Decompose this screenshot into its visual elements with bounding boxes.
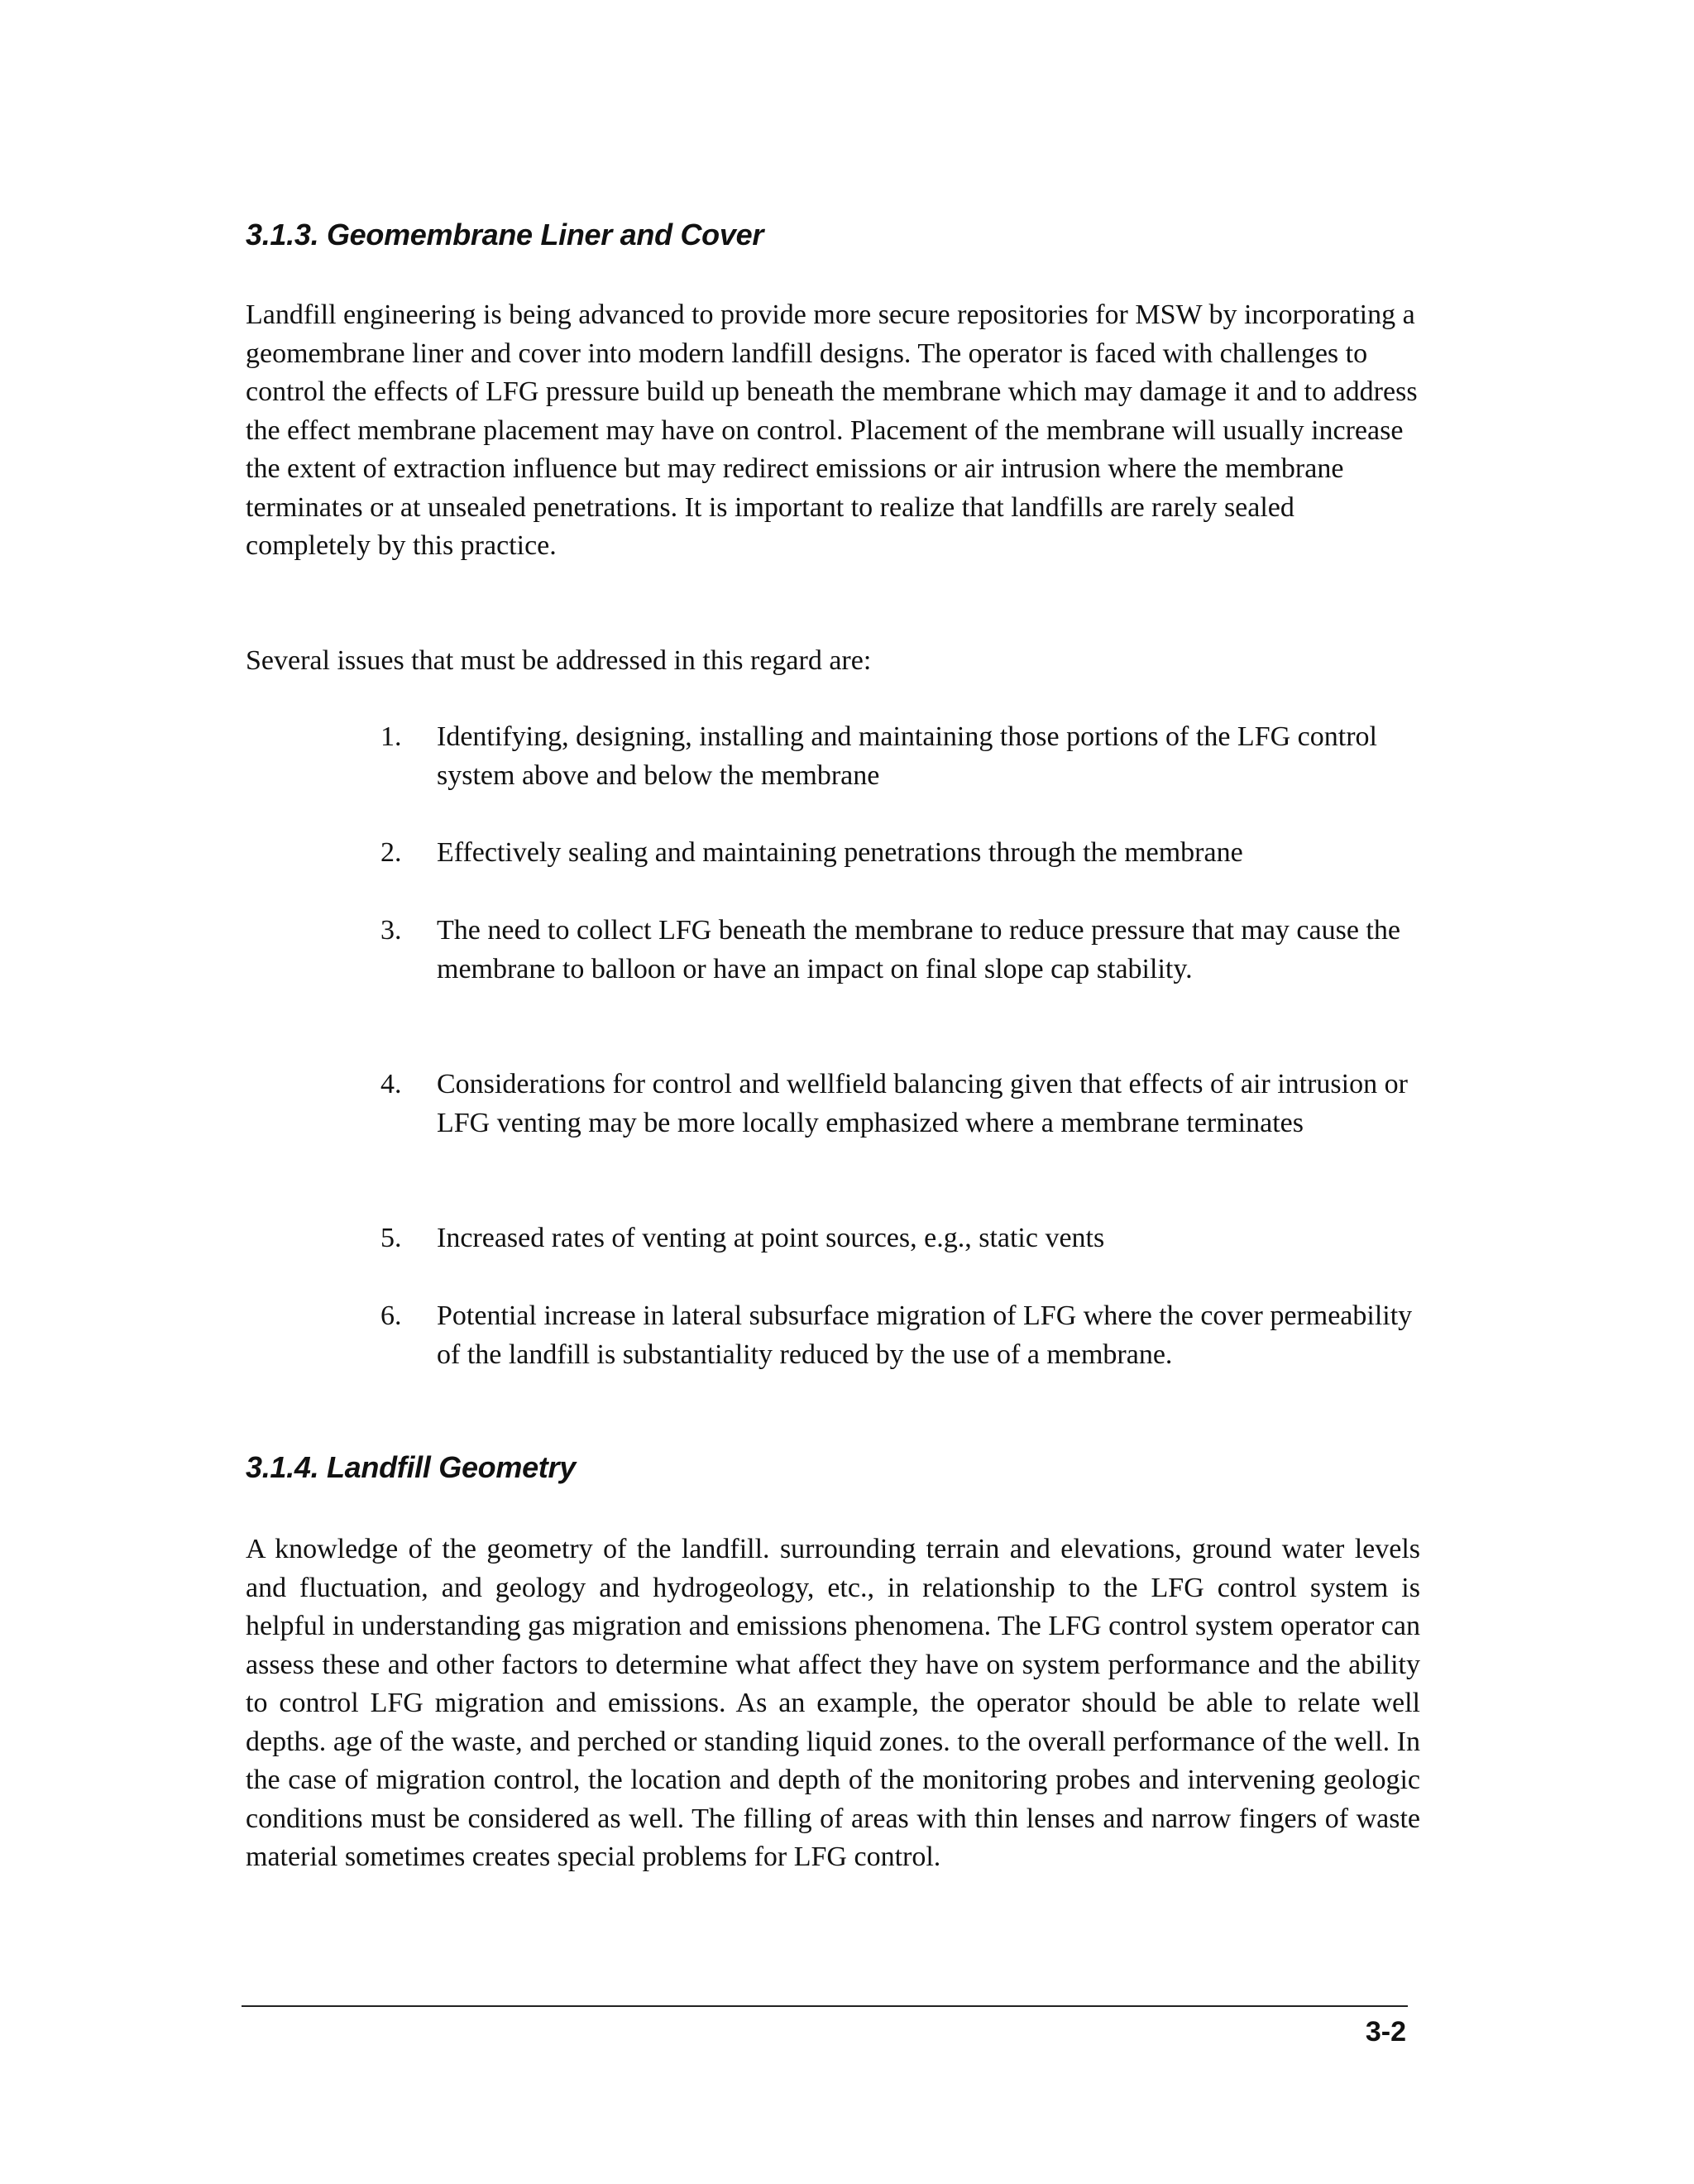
list-item-text: Potential increase in lateral subsurface migration of LFG where the cover permeability of the landfill is substantiality reduced by the use of a membrane. (437, 1300, 1413, 1370)
list-item-number: 2. (380, 837, 402, 868)
list-item-number: 1. (380, 721, 402, 752)
paragraph-geomembrane-intro: Landfill engineering is being advanced to provide more secure repositories for MSW by incorporating a geomembrane liner and cover into modern landfill designs. The operator is faced with challenges to control the effects of LFG pressure build up beneath the membrane which may damage it and to address the effect membrane placement may have on control. Placement of the membrane will usually increase the extent of extraction influence but may redirect emissions or air intrusion where the membrane terminates or at unsealed penetrations. It is important to realize that landfills are rarely sealed completely by this practice. (246, 299, 1418, 561)
list-item-text: The need to collect LFG beneath the membrane to reduce pressure that may cause the membrane to balloon or have an impact on final slope cap stability. (437, 915, 1400, 984)
page-number: 3-2 (1365, 2016, 1406, 2048)
paragraph-landfill-geometry: A knowledge of the geometry of the landfill. surrounding terrain and elevations, ground water levels and fluctuation, and geology and hydrogeology, etc., in relationship to the LFG control system is helpful in understanding gas migration and emissions phenomena. The LFG control system operator can assess these and other factors to determine what affect they have on system performance and the ability to control LFG migration and emissions. As an example, the operator should be able to relate well depths. age of the waste, and perched or standing liquid zones. to the overall performance of the well. In the case of migration control, the location and depth of the monitoring probes and intervening geologic conditions must be considered as well. The filling of areas with thin lenses and narrow fingers of waste material sometimes creates special problems for LFG control. (246, 1534, 1420, 1872)
footer-divider (242, 2005, 1408, 2007)
section-heading-3-1-3: 3.1.3. Geomembrane Liner and Cover (246, 218, 764, 251)
list-item-number: 3. (380, 915, 402, 946)
list-item-number: 4. (380, 1069, 402, 1099)
paragraph-issues-intro: Several issues that must be addressed in this regard are: (246, 645, 872, 676)
list-item-text: Increased rates of venting at point sources, e.g., static vents (437, 1223, 1105, 1253)
list-item-text: Considerations for control and wellfield balancing given that effects of air intrusion or LFG venting may be more locally emphasized where a membrane terminates (437, 1069, 1408, 1138)
section-heading-3-1-4: 3.1.4. Landfill Geometry (246, 1450, 576, 1484)
list-item-text: Identifying, designing, installing and maintaining those portions of the LFG control system above and below the membrane (437, 721, 1377, 791)
list-item-text: Effectively sealing and maintaining penetrations through the membrane (437, 837, 1243, 868)
list-item-number: 5. (380, 1223, 402, 1253)
list-item-number: 6. (380, 1300, 402, 1331)
